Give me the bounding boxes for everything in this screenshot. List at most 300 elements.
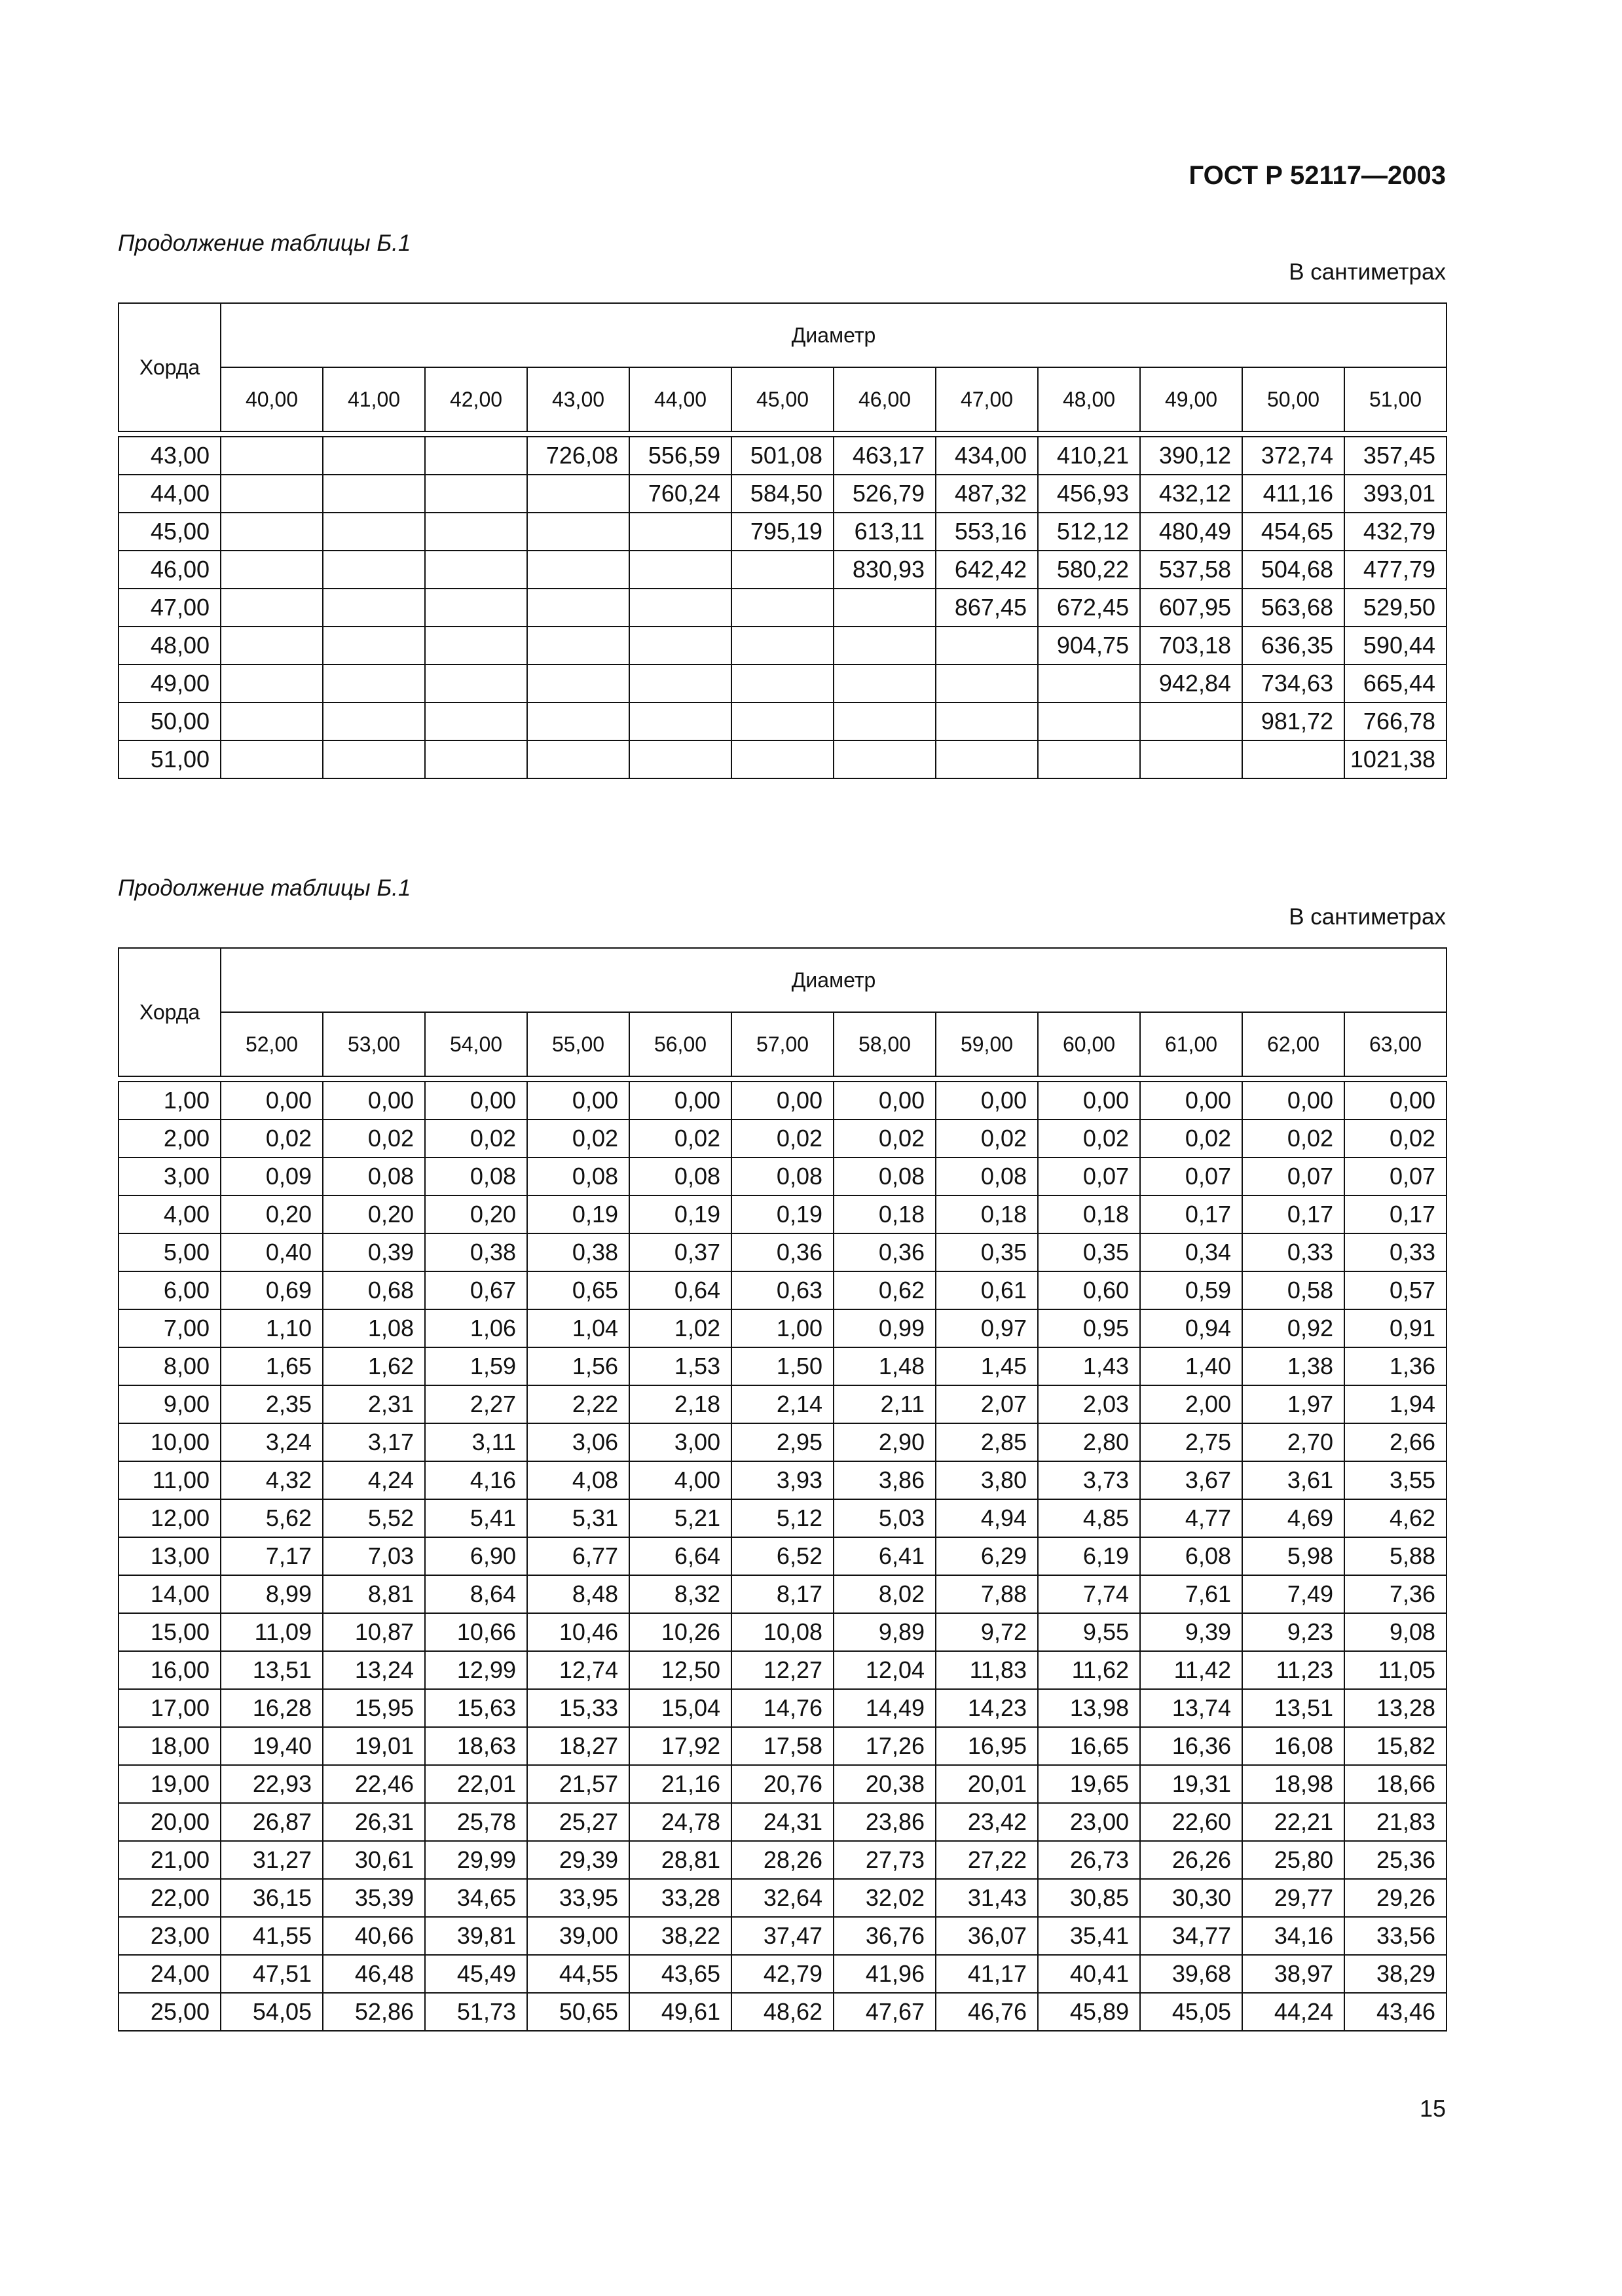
value-cell [527,475,629,513]
value-cell: 512,12 [1038,513,1140,551]
value-cell: 11,42 [1140,1651,1242,1689]
value-cell: 8,32 [629,1575,731,1613]
value-cell: 0,61 [936,1271,1038,1309]
value-cell: 0,17 [1140,1195,1242,1233]
value-cell: 0,92 [1242,1309,1344,1347]
value-cell: 9,08 [1344,1613,1447,1651]
separator-cell [527,431,629,437]
value-cell: 2,66 [1344,1423,1447,1461]
value-cell [629,551,731,589]
separator-cell [834,1076,936,1082]
table-row [119,1727,1447,1765]
separator-cell [221,431,323,437]
value-cell: 0,18 [834,1195,936,1233]
value-cell: 0,18 [936,1195,1038,1233]
value-cell: 2,90 [834,1423,936,1461]
value-cell: 0,00 [731,1082,834,1120]
value-cell [221,702,323,740]
value-cell [731,551,834,589]
value-cell: 7,74 [1038,1575,1140,1613]
column-header: 45,00 [731,367,834,431]
value-cell: 0,00 [425,1082,527,1120]
value-cell [834,740,936,778]
value-cell: 7,36 [1344,1575,1447,1613]
value-cell: 0,08 [527,1157,629,1195]
value-cell: 487,32 [936,475,1038,513]
column-header: 63,00 [1344,1012,1447,1076]
value-cell: 2,14 [731,1385,834,1423]
header-separator [119,431,1447,437]
value-cell: 39,00 [527,1917,629,1955]
value-cell: 4,77 [1140,1499,1242,1537]
value-cell: 7,49 [1242,1575,1344,1613]
column-header: 55,00 [527,1012,629,1076]
value-cell: 504,68 [1242,551,1344,589]
value-cell: 39,68 [1140,1955,1242,1993]
value-cell: 19,65 [1038,1765,1140,1803]
column-header-row [119,1012,1447,1076]
value-cell [425,702,527,740]
value-cell: 357,45 [1344,437,1447,475]
table-row [119,1461,1447,1499]
value-cell: 0,00 [221,1082,323,1120]
value-cell: 830,93 [834,551,936,589]
value-cell: 0,19 [731,1195,834,1233]
value-cell: 3,80 [936,1461,1038,1499]
table-row [119,1347,1447,1385]
value-cell: 9,23 [1242,1613,1344,1651]
table-row [119,1651,1447,1689]
value-cell: 44,55 [527,1955,629,1993]
value-cell: 1,53 [629,1347,731,1385]
value-cell: 19,01 [323,1727,425,1765]
value-cell: 2,07 [936,1385,1038,1423]
value-cell: 10,46 [527,1613,629,1651]
value-cell [1038,702,1140,740]
value-cell [731,702,834,740]
value-cell: 23,42 [936,1803,1038,1841]
value-cell: 2,18 [629,1385,731,1423]
value-cell: 34,65 [425,1879,527,1917]
value-cell [323,437,425,475]
table-row [119,1537,1447,1575]
table-row [119,1917,1447,1955]
value-cell: 580,22 [1038,551,1140,589]
value-cell: 8,17 [731,1575,834,1613]
value-cell: 15,33 [527,1689,629,1727]
value-cell: 49,61 [629,1993,731,2031]
column-header: 52,00 [221,1012,323,1076]
value-cell: 584,50 [731,475,834,513]
value-cell: 1,65 [221,1347,323,1385]
table-row [119,589,1447,627]
column-header: 50,00 [1242,367,1344,431]
value-cell: 20,38 [834,1765,936,1803]
value-cell: 2,22 [527,1385,629,1423]
value-cell: 1,94 [1344,1385,1447,1423]
value-cell: 16,95 [936,1727,1038,1765]
value-cell: 390,12 [1140,437,1242,475]
value-cell: 36,76 [834,1917,936,1955]
value-cell [425,437,527,475]
document-code: ГОСТ Р 52117—2003 [1189,161,1446,190]
value-cell: 0,17 [1242,1195,1344,1233]
value-cell: 26,26 [1140,1841,1242,1879]
value-cell: 0,97 [936,1309,1038,1347]
separator-cell [425,431,527,437]
column-header: 42,00 [425,367,527,431]
value-cell: 1,08 [323,1309,425,1347]
value-cell: 703,18 [1140,627,1242,665]
value-cell: 0,02 [1242,1120,1344,1157]
value-cell: 37,47 [731,1917,834,1955]
value-cell: 27,73 [834,1841,936,1879]
value-cell: 8,99 [221,1575,323,1613]
column-header: 57,00 [731,1012,834,1076]
chord-cell: 20,00 [119,1803,221,1841]
table-row [119,1082,1447,1120]
table-row [119,1157,1447,1195]
value-cell [323,513,425,551]
value-cell: 39,81 [425,1917,527,1955]
chord-cell: 23,00 [119,1917,221,1955]
value-cell: 7,61 [1140,1575,1242,1613]
value-cell: 553,16 [936,513,1038,551]
value-cell: 20,01 [936,1765,1038,1803]
table-row [119,1765,1447,1803]
value-cell: 11,05 [1344,1651,1447,1689]
column-header-row [119,367,1447,431]
value-cell: 18,63 [425,1727,527,1765]
table-row [119,627,1447,665]
value-cell: 480,49 [1140,513,1242,551]
value-cell: 44,24 [1242,1993,1344,2031]
value-cell: 1,56 [527,1347,629,1385]
value-cell: 10,87 [323,1613,425,1651]
value-cell: 432,12 [1140,475,1242,513]
value-cell: 15,95 [323,1689,425,1727]
value-cell: 0,39 [323,1233,425,1271]
value-cell: 4,08 [527,1461,629,1499]
chord-cell: 13,00 [119,1537,221,1575]
value-cell: 15,82 [1344,1727,1447,1765]
value-cell: 40,41 [1038,1955,1140,1993]
value-cell [527,589,629,627]
column-header: 44,00 [629,367,731,431]
value-cell: 4,85 [1038,1499,1140,1537]
value-cell: 18,66 [1344,1765,1447,1803]
value-cell: 40,66 [323,1917,425,1955]
value-cell: 3,86 [834,1461,936,1499]
value-cell: 2,03 [1038,1385,1140,1423]
value-cell: 52,86 [323,1993,425,2031]
value-cell: 22,01 [425,1765,527,1803]
value-cell: 28,81 [629,1841,731,1879]
table-row [119,1803,1447,1841]
value-cell: 27,22 [936,1841,1038,1879]
value-cell: 0,68 [323,1271,425,1309]
value-cell: 942,84 [1140,665,1242,702]
value-cell [834,627,936,665]
value-cell [834,702,936,740]
value-cell: 5,62 [221,1499,323,1537]
value-cell: 10,08 [731,1613,834,1651]
value-cell: 24,31 [731,1803,834,1841]
value-cell: 537,58 [1140,551,1242,589]
value-cell: 29,77 [1242,1879,1344,1917]
table-row [119,1385,1447,1423]
separator-cell [323,1076,425,1082]
value-cell: 393,01 [1344,475,1447,513]
value-cell: 45,89 [1038,1993,1140,2031]
value-cell: 1,48 [834,1347,936,1385]
value-cell [834,665,936,702]
value-cell: 0,35 [1038,1233,1140,1271]
value-cell: 41,55 [221,1917,323,1955]
separator-cell [1344,1076,1447,1082]
value-cell: 45,49 [425,1955,527,1993]
value-cell: 3,67 [1140,1461,1242,1499]
value-cell: 13,24 [323,1651,425,1689]
chord-cell: 2,00 [119,1120,221,1157]
value-cell: 26,87 [221,1803,323,1841]
value-cell: 22,60 [1140,1803,1242,1841]
value-cell: 19,40 [221,1727,323,1765]
value-cell: 563,68 [1242,589,1344,627]
chord-cell: 19,00 [119,1765,221,1803]
value-cell: 3,61 [1242,1461,1344,1499]
value-cell: 0,33 [1242,1233,1344,1271]
column-header: 54,00 [425,1012,527,1076]
value-cell: 0,34 [1140,1233,1242,1271]
value-cell: 2,75 [1140,1423,1242,1461]
value-cell: 3,73 [1038,1461,1140,1499]
value-cell: 0,07 [1242,1157,1344,1195]
value-cell: 2,11 [834,1385,936,1423]
chord-cell: 24,00 [119,1955,221,1993]
value-cell: 0,02 [834,1120,936,1157]
column-header: 53,00 [323,1012,425,1076]
column-header: 62,00 [1242,1012,1344,1076]
value-cell [629,740,731,778]
value-cell: 33,28 [629,1879,731,1917]
value-cell: 6,64 [629,1537,731,1575]
value-cell: 30,85 [1038,1879,1140,1917]
column-header: 56,00 [629,1012,731,1076]
value-cell: 0,02 [1344,1120,1447,1157]
value-cell: 0,65 [527,1271,629,1309]
value-cell: 0,60 [1038,1271,1140,1309]
value-cell [221,513,323,551]
value-cell: 22,21 [1242,1803,1344,1841]
value-cell: 2,27 [425,1385,527,1423]
value-cell: 4,69 [1242,1499,1344,1537]
value-cell: 41,17 [936,1955,1038,1993]
table-row [119,740,1447,778]
value-cell: 1,04 [527,1309,629,1347]
value-cell: 25,36 [1344,1841,1447,1879]
value-cell: 0,00 [1344,1082,1447,1120]
value-cell [731,627,834,665]
value-cell [221,740,323,778]
value-cell: 904,75 [1038,627,1140,665]
value-cell: 0,19 [527,1195,629,1233]
value-cell: 372,74 [1242,437,1344,475]
value-cell [527,513,629,551]
value-cell: 867,45 [936,589,1038,627]
value-cell: 17,58 [731,1727,834,1765]
separator-cell [1038,431,1140,437]
page-number: 15 [1419,2095,1446,2122]
value-cell: 17,26 [834,1727,936,1765]
value-cell: 1,10 [221,1309,323,1347]
value-cell: 25,27 [527,1803,629,1841]
chord-cell: 22,00 [119,1879,221,1917]
value-cell [629,513,731,551]
value-cell: 463,17 [834,437,936,475]
value-cell: 1,38 [1242,1347,1344,1385]
table1 [118,302,1447,779]
table-row [119,1575,1447,1613]
value-cell [731,589,834,627]
chord-cell: 16,00 [119,1651,221,1689]
value-cell: 30,30 [1140,1879,1242,1917]
value-cell: 3,24 [221,1423,323,1461]
table-row [119,1309,1447,1347]
value-cell: 607,95 [1140,589,1242,627]
separator-cell [1038,1076,1140,1082]
value-cell: 9,89 [834,1613,936,1651]
value-cell [323,702,425,740]
value-cell: 42,79 [731,1955,834,1993]
value-cell: 11,62 [1038,1651,1140,1689]
value-cell: 10,26 [629,1613,731,1651]
value-cell: 0,38 [527,1233,629,1271]
value-cell: 13,98 [1038,1689,1140,1727]
value-cell: 17,92 [629,1727,731,1765]
value-cell: 5,98 [1242,1537,1344,1575]
value-cell: 0,02 [221,1120,323,1157]
value-cell: 31,43 [936,1879,1038,1917]
chord-cell: 15,00 [119,1613,221,1651]
chord-cell: 5,00 [119,1233,221,1271]
value-cell [1038,665,1140,702]
value-cell: 1,06 [425,1309,527,1347]
value-cell: 1,59 [425,1347,527,1385]
value-cell: 0,67 [425,1271,527,1309]
value-cell: 1,36 [1344,1347,1447,1385]
value-cell: 5,12 [731,1499,834,1537]
row-header-chord: Хорда [119,948,221,1076]
chord-cell: 18,00 [119,1727,221,1765]
table-row [119,1120,1447,1157]
value-cell: 5,41 [425,1499,527,1537]
value-cell [936,627,1038,665]
value-cell: 18,27 [527,1727,629,1765]
value-cell [323,740,425,778]
table-row [119,1841,1447,1879]
separator-cell [629,1076,731,1082]
value-cell [323,627,425,665]
value-cell: 5,03 [834,1499,936,1537]
value-cell: 38,29 [1344,1955,1447,1993]
value-cell: 11,83 [936,1651,1038,1689]
value-cell [629,627,731,665]
chord-cell: 7,00 [119,1309,221,1347]
value-cell: 613,11 [834,513,936,551]
value-cell: 1,40 [1140,1347,1242,1385]
value-cell: 4,24 [323,1461,425,1499]
table-row [119,702,1447,740]
value-cell: 11,09 [221,1613,323,1651]
value-cell [425,513,527,551]
table-row [119,513,1447,551]
value-cell: 636,35 [1242,627,1344,665]
table2-caption: Продолжение таблицы Б.1 [118,875,411,901]
value-cell: 0,38 [425,1233,527,1271]
value-cell: 3,93 [731,1461,834,1499]
value-cell: 0,00 [323,1082,425,1120]
table-row [119,551,1447,589]
value-cell: 0,17 [1344,1195,1447,1233]
value-cell [936,665,1038,702]
value-cell: 21,57 [527,1765,629,1803]
chord-cell: 21,00 [119,1841,221,1879]
value-cell: 51,73 [425,1993,527,2031]
value-cell: 529,50 [1344,589,1447,627]
value-cell [629,589,731,627]
value-cell: 0,08 [629,1157,731,1195]
value-cell: 7,03 [323,1537,425,1575]
table1-units: В сантиметрах [1289,259,1446,285]
value-cell: 0,36 [834,1233,936,1271]
value-cell: 16,36 [1140,1727,1242,1765]
value-cell [425,740,527,778]
value-cell: 4,00 [629,1461,731,1499]
value-cell: 36,07 [936,1917,1038,1955]
value-cell: 0,99 [834,1309,936,1347]
chord-cell: 14,00 [119,1575,221,1613]
separator-cell [323,431,425,437]
column-header: 51,00 [1344,367,1447,431]
separator-cell [936,431,1038,437]
value-cell: 12,74 [527,1651,629,1689]
chord-cell: 9,00 [119,1385,221,1423]
value-cell [323,665,425,702]
column-header: 58,00 [834,1012,936,1076]
group-header-diameter: Диаметр [221,303,1447,367]
value-cell [1038,740,1140,778]
value-cell: 11,23 [1242,1651,1344,1689]
value-cell: 0,08 [731,1157,834,1195]
value-cell: 12,27 [731,1651,834,1689]
value-cell: 0,00 [834,1082,936,1120]
table-row [119,1271,1447,1309]
value-cell: 16,65 [1038,1727,1140,1765]
value-cell: 501,08 [731,437,834,475]
group-header-diameter: Диаметр [221,948,1447,1012]
value-cell [221,589,323,627]
separator-cell [1344,431,1447,437]
table-row [119,1195,1447,1233]
value-cell: 31,27 [221,1841,323,1879]
value-cell [425,627,527,665]
value-cell: 0,58 [1242,1271,1344,1309]
value-cell: 6,19 [1038,1537,1140,1575]
value-cell: 14,49 [834,1689,936,1727]
value-cell: 0,02 [1038,1120,1140,1157]
value-cell: 1,50 [731,1347,834,1385]
